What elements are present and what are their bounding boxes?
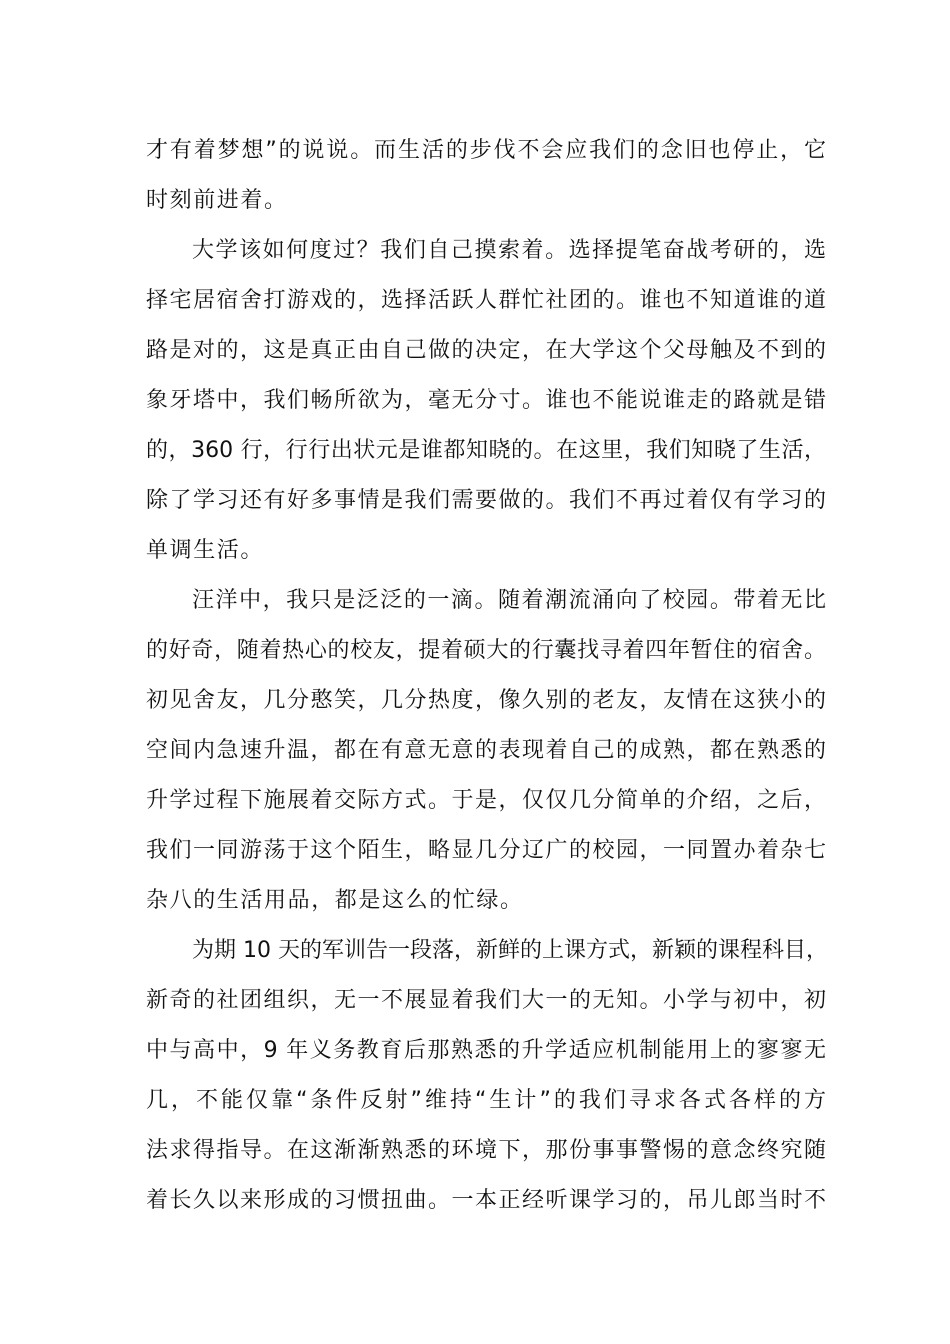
text-line: 初见舍友，几分憨笑，几分热度，像久别的老友，友情在这狭小的 [146, 688, 826, 713]
text-line: 单调生活。 [146, 538, 265, 563]
text-line: 我们一同游荡于这个陌生，略显几分辽广的校园，一同置办着杂七 [146, 838, 826, 863]
text-line: 着长久以来形成的习惯扭曲。一本正经听课学习的，吊儿郎当时不 [146, 1188, 826, 1213]
text-line: 新奇的社团组织，无一不展显着我们大一的无知。小学与初中，初 [146, 988, 826, 1013]
text-line: 空间内急速升温，都在有意无意的表现着自己的成熟，都在熟悉的 [146, 738, 826, 763]
text-line: 几，不能仅靠“条件反射”维持“生计”的我们寻求各式各样的方 [146, 1088, 826, 1113]
text-line: 除了学习还有好多事情是我们需要做的。我们不再过着仅有学习的 [146, 488, 826, 513]
text-line: 法求得指导。在这渐渐熟悉的环境下，那份事事警惕的意念终究随 [146, 1138, 826, 1163]
paragraph-first-line: 汪洋中，我只是泛泛的一滴。随着潮流涌向了校园。带着无比 [192, 588, 826, 613]
text-line: 时刻前进着。 [146, 188, 288, 213]
paragraph-first-line: 大学该如何度过？我们自己摸索着。选择提笔奋战考研的，选 [192, 238, 826, 263]
text-line: 的好奇，随着热心的校友，提着硕大的行囊找寻着四年暂住的宿舍。 [146, 638, 826, 663]
text-line: 升学过程下施展着交际方式。于是，仅仅几分简单的介绍，之后， [146, 788, 826, 813]
text-line: 杂八的生活用品，都是这么的忙绿。 [146, 888, 524, 913]
text-line: 的，360 行，行行出状元是谁都知晓的。在这里，我们知晓了生活， [146, 438, 826, 463]
paragraph-first-line: 为期 10 天的军训告一段落，新鲜的上课方式，新颖的课程科目， [192, 938, 828, 963]
text-line: 中与高中，9 年义务教育后那熟悉的升学适应机制能用上的寥寥无 [146, 1038, 826, 1063]
text-line: 择宅居宿舍打游戏的，选择活跃人群忙社团的。谁也不知道谁的道 [146, 288, 826, 313]
text-line: 路是对的，这是真正由自己做的决定，在大学这个父母触及不到的 [146, 338, 826, 363]
text-line: 才有着梦想”的说说。而生活的步伐不会应我们的念旧也停止，它 [146, 138, 826, 163]
text-line: 象牙塔中，我们畅所欲为，毫无分寸。谁也不能说谁走的路就是错 [146, 388, 826, 413]
